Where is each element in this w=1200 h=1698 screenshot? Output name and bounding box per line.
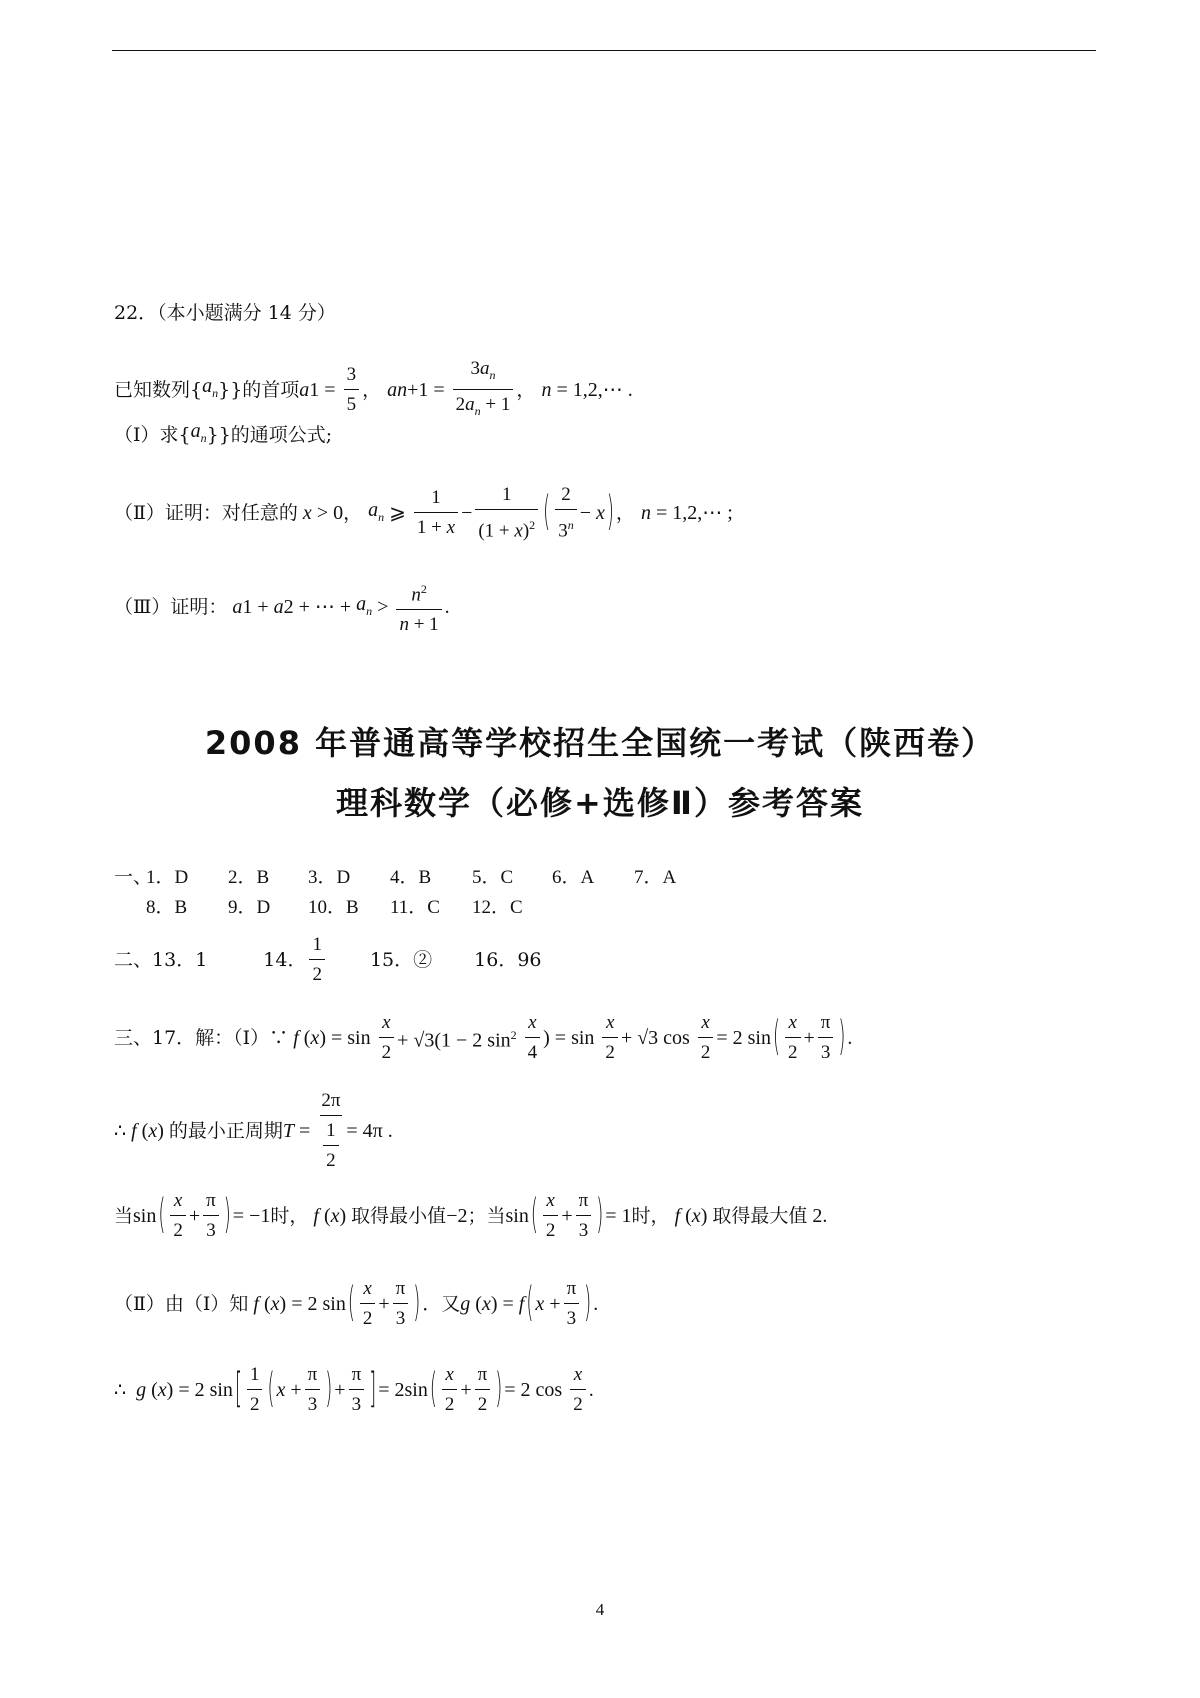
problem-22-header: 22．（本小题满分 14 分）	[114, 302, 336, 324]
solution-17-period: ∴ f ( x ) 的最小正周期 T = $\frac{2\pi}{\frac{1}{2}}$ = 4π .	[114, 1090, 393, 1171]
section-2-answers: 二、 13．1 14． $\frac{1}{2}$ 15．② 16．96	[114, 934, 542, 985]
section-1-label: 一、	[114, 867, 153, 888]
solution-17-part2: （Ⅱ）由（Ⅰ）知 f ( x ) = 2 sin ( $\frac{x}{2}$ + $\frac{\pi}{3}$ ) ．又 g ( x ) = f ( x + $\frac{\pi}{3}$ ) .	[114, 1278, 599, 1329]
choice-answer: 9．D	[228, 897, 271, 918]
problem-22-part1: （Ⅰ）求{ $a_n$ } }的通项公式;	[114, 420, 333, 446]
choice-answer: 10．B	[308, 897, 359, 918]
page-number: 4	[595, 1600, 605, 1619]
choice-answer: 2．B	[228, 867, 270, 888]
header-rule	[112, 50, 1096, 51]
choice-answer: 1．D	[146, 867, 189, 888]
choice-answer: 4．B	[390, 867, 432, 888]
choice-answer: 3．D	[308, 867, 351, 888]
solution-17-extrema: 当 sin ( $\frac{x}{2}$ + $\frac{\pi}{3}$ ) = −1 时， f ( x ) 取得最小值 −2 ；当 sin ( $\frac{x}{2}$ + $\frac{\pi}{3}$ ) = 1 时， f ( x ) 取得最大值 2.	[114, 1190, 828, 1241]
answer-title-line1: 2008 年普通高等学校招生全国统一考试（陕西卷）	[204, 724, 996, 762]
problem-22-given: 已知数列{ $a_n$ } }的首项 a 1 = $\frac{3}{5}$ ， a n +1 = $\frac{3a_n}{2a_n + 1}$ ， n = 1,2,⋯ .	[114, 358, 633, 422]
problem-22-part3: （Ⅲ）证明： a 1 + a 2 + ⋯ + $a_n$ > $\frac{n^2}{n + 1}$ .	[114, 582, 450, 636]
choice-answer: 6．A	[552, 867, 595, 888]
solution-17-result: ∴ g ( x ) = 2 sin [ $\frac{1}{2}$ ( x + $\frac{\pi}{3}$ ) + $\frac{\pi}{3}$ ] = 2sin ( $\frac{x}{2}$ + $\frac{\pi}{2}$ ) = 2 cos $\frac{x}{2}$ .	[114, 1364, 594, 1415]
choice-answer: 12．C	[472, 897, 523, 918]
answer-title-line2: 理科数学（必修+选修Ⅱ）参考答案	[336, 784, 864, 822]
choice-answer: 7．A	[634, 867, 677, 888]
solution-17-part1: 三、17．解：（Ⅰ）∵ f ( x ) = sin $\frac{x}{2}$ + √3(1 − 2 $\sin^2$ $\frac{x}{4}$ ) = sin $\frac{x}{2}$ + √3 cos $\frac{x}{2}$ = 2 sin ( $\frac{x}{2}$ + $\frac{\pi}{3}$ ) .	[114, 1012, 853, 1063]
choice-answer: 5．C	[472, 867, 514, 888]
problem-22-part2: （Ⅱ）证明：对任意的 x > 0 ， $a_n$ ⩾ $\frac{1}{1 + x}$ − $\frac{1}{(1 + x)^2}$ ( $\frac{2}{3^n}$ − x ) ， n = 1,2,⋯ ;	[114, 484, 733, 542]
choice-answer: 11．C	[390, 897, 440, 918]
choice-answer: 8．B	[146, 897, 188, 918]
